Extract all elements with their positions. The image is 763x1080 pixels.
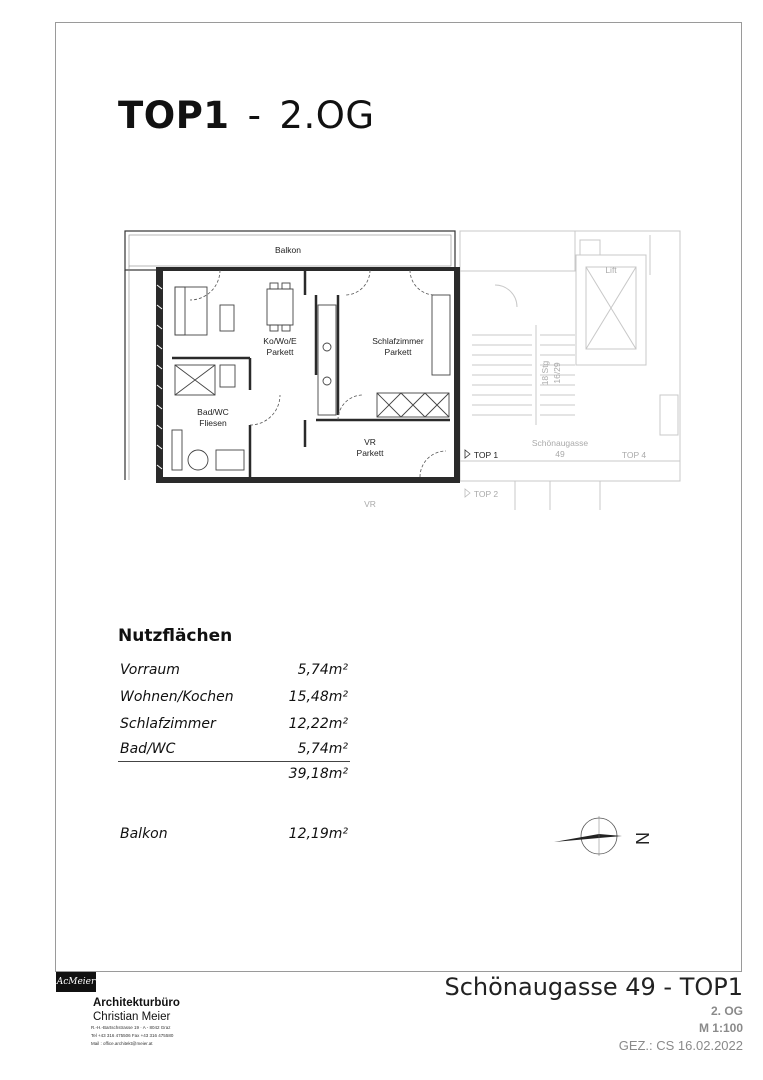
unit-top1-label: TOP 1 (473, 450, 499, 460)
north-needle-icon (554, 834, 622, 842)
balcony-area-value: 12,19m² (288, 826, 348, 842)
area-value: 5,74m² (297, 662, 348, 678)
footer-scale: M 1:100 (698, 1021, 743, 1035)
logo-mark: AcMeier (56, 972, 96, 992)
bath-floor: Fliesen (199, 418, 227, 428)
architect-logo (56, 972, 186, 1064)
kitchen-living-floor: Parkett (266, 347, 294, 357)
north-letter: N (632, 832, 652, 845)
adjacent-stairwell (460, 231, 680, 510)
unit-arrows (465, 450, 470, 497)
stairs-ratio: 16/29 (552, 362, 562, 384)
floor-name: 2.OG (279, 94, 375, 137)
footer-floor: 2. OG (710, 1004, 743, 1018)
balcony-area-row (120, 826, 348, 846)
area-total-row (120, 766, 348, 786)
area-row (120, 662, 348, 682)
area-row (120, 716, 348, 736)
sum-divider (118, 761, 350, 762)
title-separator: - (247, 94, 262, 137)
area-value: 5,74m² (297, 741, 348, 757)
hall-floor: Parkett (356, 448, 384, 458)
furniture (172, 283, 450, 470)
floor-plan (120, 225, 682, 510)
firm-phone: Tel +43 316 475506 Fax +43 316 475580 (91, 1033, 174, 1038)
page-title (118, 94, 375, 137)
area-total: 39,18m² (288, 766, 348, 782)
unit-top2-label: TOP 2 (473, 489, 499, 499)
area-label: Bad/WC (120, 741, 176, 757)
area-row (120, 689, 348, 709)
area-label: Wohnen/Kochen (120, 689, 234, 705)
north-arrow (552, 814, 662, 860)
area-label: Schlafzimmer (120, 716, 216, 732)
street-label: Schönaugasse (531, 438, 589, 448)
project-title: Schönaugasse 49 - TOP1 (444, 973, 743, 1001)
lower-vr-label: VR (364, 499, 376, 509)
footer-drawn-by: GEZ.: CS 16.02.2022 (618, 1038, 743, 1053)
firm-address: R.-H.-Bartschstrasse 19 · A - 8042 Graz (91, 1025, 171, 1030)
bedroom-label: Schlafzimmer (372, 336, 424, 346)
unit-top4-label: TOP 4 (621, 450, 647, 460)
balcony-area-label: Balkon (120, 826, 168, 842)
area-row (120, 741, 348, 761)
firm-name-line1: Architekturbüro (93, 997, 180, 1009)
firm-name-line2: Christian Meier (93, 1011, 171, 1023)
bath-label: Bad/WC (197, 407, 229, 417)
street-number: 49 (555, 449, 565, 459)
stairs-count: 18 Stg (540, 360, 550, 386)
balcony-label: Balkon (275, 245, 301, 255)
hall-label: VR (364, 437, 376, 447)
kitchen-living-label: Ko/Wo/E (263, 336, 297, 346)
firm-email: Mail : office.architekt@meier.at (91, 1041, 153, 1046)
areas-heading: Nutzflächen (118, 626, 233, 646)
area-label: Vorraum (120, 662, 180, 678)
interior-walls (172, 270, 450, 477)
bedroom-floor: Parkett (384, 347, 412, 357)
unit-code: TOP1 (118, 94, 230, 137)
area-value: 15,48m² (288, 689, 348, 705)
area-value: 12,22m² (288, 716, 348, 732)
lift-label: Lift (605, 265, 617, 275)
